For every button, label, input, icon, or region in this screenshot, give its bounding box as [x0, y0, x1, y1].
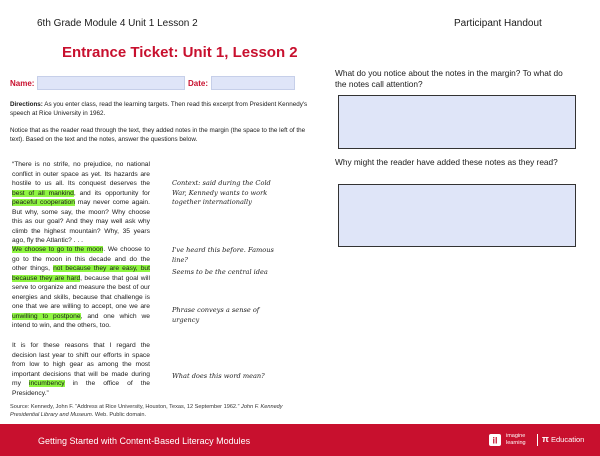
page-title: Entrance Ticket: Unit 1, Lesson 2	[62, 44, 298, 61]
name-label: Name:	[10, 79, 35, 88]
directions-text: As you enter class, read the learning targets. Then read this excerpt from President Kennedy's speech at Rice University in 1962.	[10, 101, 308, 117]
imagine-learning-logo-icon	[488, 433, 502, 447]
highlighted-phrase: peaceful cooperation	[12, 199, 75, 206]
answer-box-2[interactable]	[338, 184, 576, 247]
highlighted-phrase: not because they are easy, but because they are hard	[12, 265, 150, 282]
name-field[interactable]	[37, 76, 185, 90]
logo-line-1: imagine	[506, 433, 526, 439]
margin-note-context: Context: said during the Cold War, Kennedy wants to work together internationally	[172, 179, 271, 206]
footer-title: Getting Started with Content-Based Literacy Modules	[38, 436, 251, 446]
handout-label: Participant Handout	[454, 18, 542, 29]
source-text: Source: Kennedy, John F. “Address at Rice University, Houston, Texas, 12 September 1962.”	[10, 404, 242, 410]
logo-mark-text: il	[492, 435, 498, 446]
question-1: What do you notice about the notes in the margin? To what do the notes call attention?	[335, 68, 563, 89]
education-label: Education	[551, 435, 585, 444]
logo-divider	[537, 434, 538, 446]
source-title: John F. Kennedy Presidential Library and Museum	[10, 404, 283, 418]
source-citation	[10, 403, 310, 419]
date-label: Date:	[188, 79, 209, 88]
speech-text: , because that goal will serve to organize and measure the best of our energies and skills, because that challenge is one that we are willing to accept, one we are	[12, 274, 150, 310]
highlighted-phrase: unwilling to postpone	[12, 312, 81, 320]
margin-note-urgency: Phrase conveys a sense of urgency	[172, 306, 260, 324]
pi-icon: π	[542, 434, 549, 444]
directions	[10, 100, 310, 118]
notice-text: Notice that as the reader read through the text, they added notes in the margin (the space to the left of the text). Based on the text and the notes, answer the questions below.	[10, 127, 306, 143]
margin-note-central-idea: Seems to be the central idea	[172, 268, 268, 276]
highlighted-phrase: incumbency	[28, 380, 65, 387]
logo-wordmark	[506, 433, 526, 446]
highlighted-phrase: We choose to go to the moon	[12, 246, 104, 253]
directions-label: Directions:	[10, 101, 43, 108]
highlighted-phrase: best of all mankind	[12, 189, 74, 197]
speech-text: , and one which we intend to win, and the others, too.	[12, 312, 150, 329]
source-tail: . Web. Public domain.	[91, 412, 147, 418]
date-field[interactable]	[211, 76, 295, 90]
speech-text: may never come again. But why, some say, the moon? Why choose this as our goal? And they may well ask why climb the highest mountain? Why, 35 years ago, fly the Atlantic? . . .	[12, 199, 150, 244]
question-2: Why might the reader have added these notes as they read?	[335, 157, 558, 167]
speech-text: . We choose to go to the moon in this decade and do the other things,	[12, 246, 150, 272]
speech-paragraph-3	[12, 341, 150, 398]
speech-text: “There is no strife, no prejudice, no national conflict in outer space as yet. Its hazards are hostile to us all. Its conquest deserves the	[12, 161, 150, 187]
module-header: 6th Grade Module 4 Unit 1 Lesson 2	[37, 18, 198, 29]
speech-paragraph-2	[12, 245, 150, 331]
margin-note-word-meaning: What does this word mean?	[172, 372, 265, 380]
logo-line-2: learning	[506, 439, 526, 446]
margin-note-famous-line: I've heard this before. Famous line?	[172, 246, 274, 264]
speech-text: , and its opportunity for	[73, 189, 151, 197]
speech-text: in the office of the Presidency.”	[12, 380, 151, 397]
answer-box-1[interactable]	[338, 95, 576, 149]
speech-text: It is for these reasons that I regard the decision last year to shift our efforts in space from low to high gear as among the most important decisions that will be made during my	[12, 342, 150, 387]
speech-paragraph-1	[12, 160, 150, 246]
